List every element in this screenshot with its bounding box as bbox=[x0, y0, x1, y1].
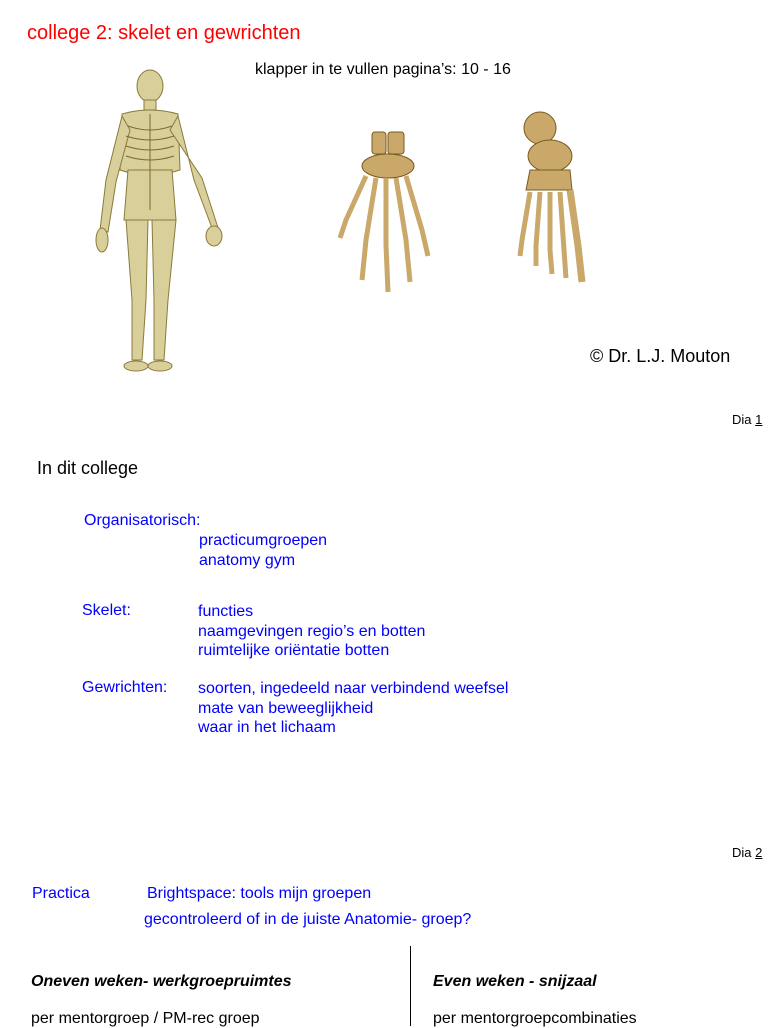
column-divider bbox=[410, 946, 411, 1026]
list-item: anatomy gym bbox=[199, 551, 296, 569]
skeleton-figure-illustration bbox=[94, 70, 226, 375]
slide2-number bbox=[732, 845, 762, 860]
left-column-heading: Oneven weken- werkgroepruimtes bbox=[31, 973, 292, 990]
dia-number: 1 bbox=[755, 412, 763, 427]
foot-bones-illustration bbox=[512, 110, 590, 290]
section-items-organisatorisch bbox=[199, 531, 327, 570]
section-label-skelet: Skelet: bbox=[82, 602, 131, 619]
copyright-notice: © Dr. L.J. Mouton bbox=[590, 346, 731, 366]
slide1-title: college 2: skelet en gewrichten bbox=[27, 22, 301, 44]
slide2-heading: In dit college bbox=[37, 458, 139, 478]
list-item: ruimtelijke oriëntatie botten bbox=[198, 642, 390, 659]
practica-line2: gecontroleerd of in de juiste Anatomie- groep? bbox=[144, 911, 472, 928]
list-item: waar in het lichaam bbox=[198, 719, 336, 736]
section-items-gewrichten bbox=[198, 679, 508, 738]
slide1-subtitle: klapper in te vullen pagina’s: 10 - 16 bbox=[255, 61, 511, 78]
list-item: practicumgroepen bbox=[199, 532, 328, 549]
section-label-gewrichten: Gewrichten: bbox=[82, 679, 168, 696]
hand-bones-illustration bbox=[336, 130, 436, 298]
list-item: soorten, ingedeeld naar verbindend weefsel bbox=[198, 680, 509, 697]
slide1-number bbox=[732, 412, 762, 427]
section-items-skelet bbox=[198, 602, 425, 661]
list-item: naamgevingen regio’s en botten bbox=[198, 622, 426, 640]
right-column-heading: Even weken - snijzaal bbox=[433, 973, 597, 990]
list-item: functies bbox=[198, 603, 254, 620]
dia-number: 2 bbox=[755, 845, 763, 860]
right-column-text: per mentorgroepcombinaties bbox=[433, 1010, 637, 1027]
section-label-organisatorisch: Organisatorisch: bbox=[84, 512, 201, 529]
practica-label: Practica bbox=[32, 885, 90, 902]
practica-line1: Brightspace: tools mijn groepen bbox=[147, 885, 372, 902]
dia-label: Dia bbox=[732, 412, 752, 427]
left-column-text: per mentorgroep / PM-rec groep bbox=[31, 1010, 260, 1027]
list-item: mate van beweeglijkheid bbox=[198, 699, 374, 717]
dia-label: Dia bbox=[732, 845, 752, 860]
